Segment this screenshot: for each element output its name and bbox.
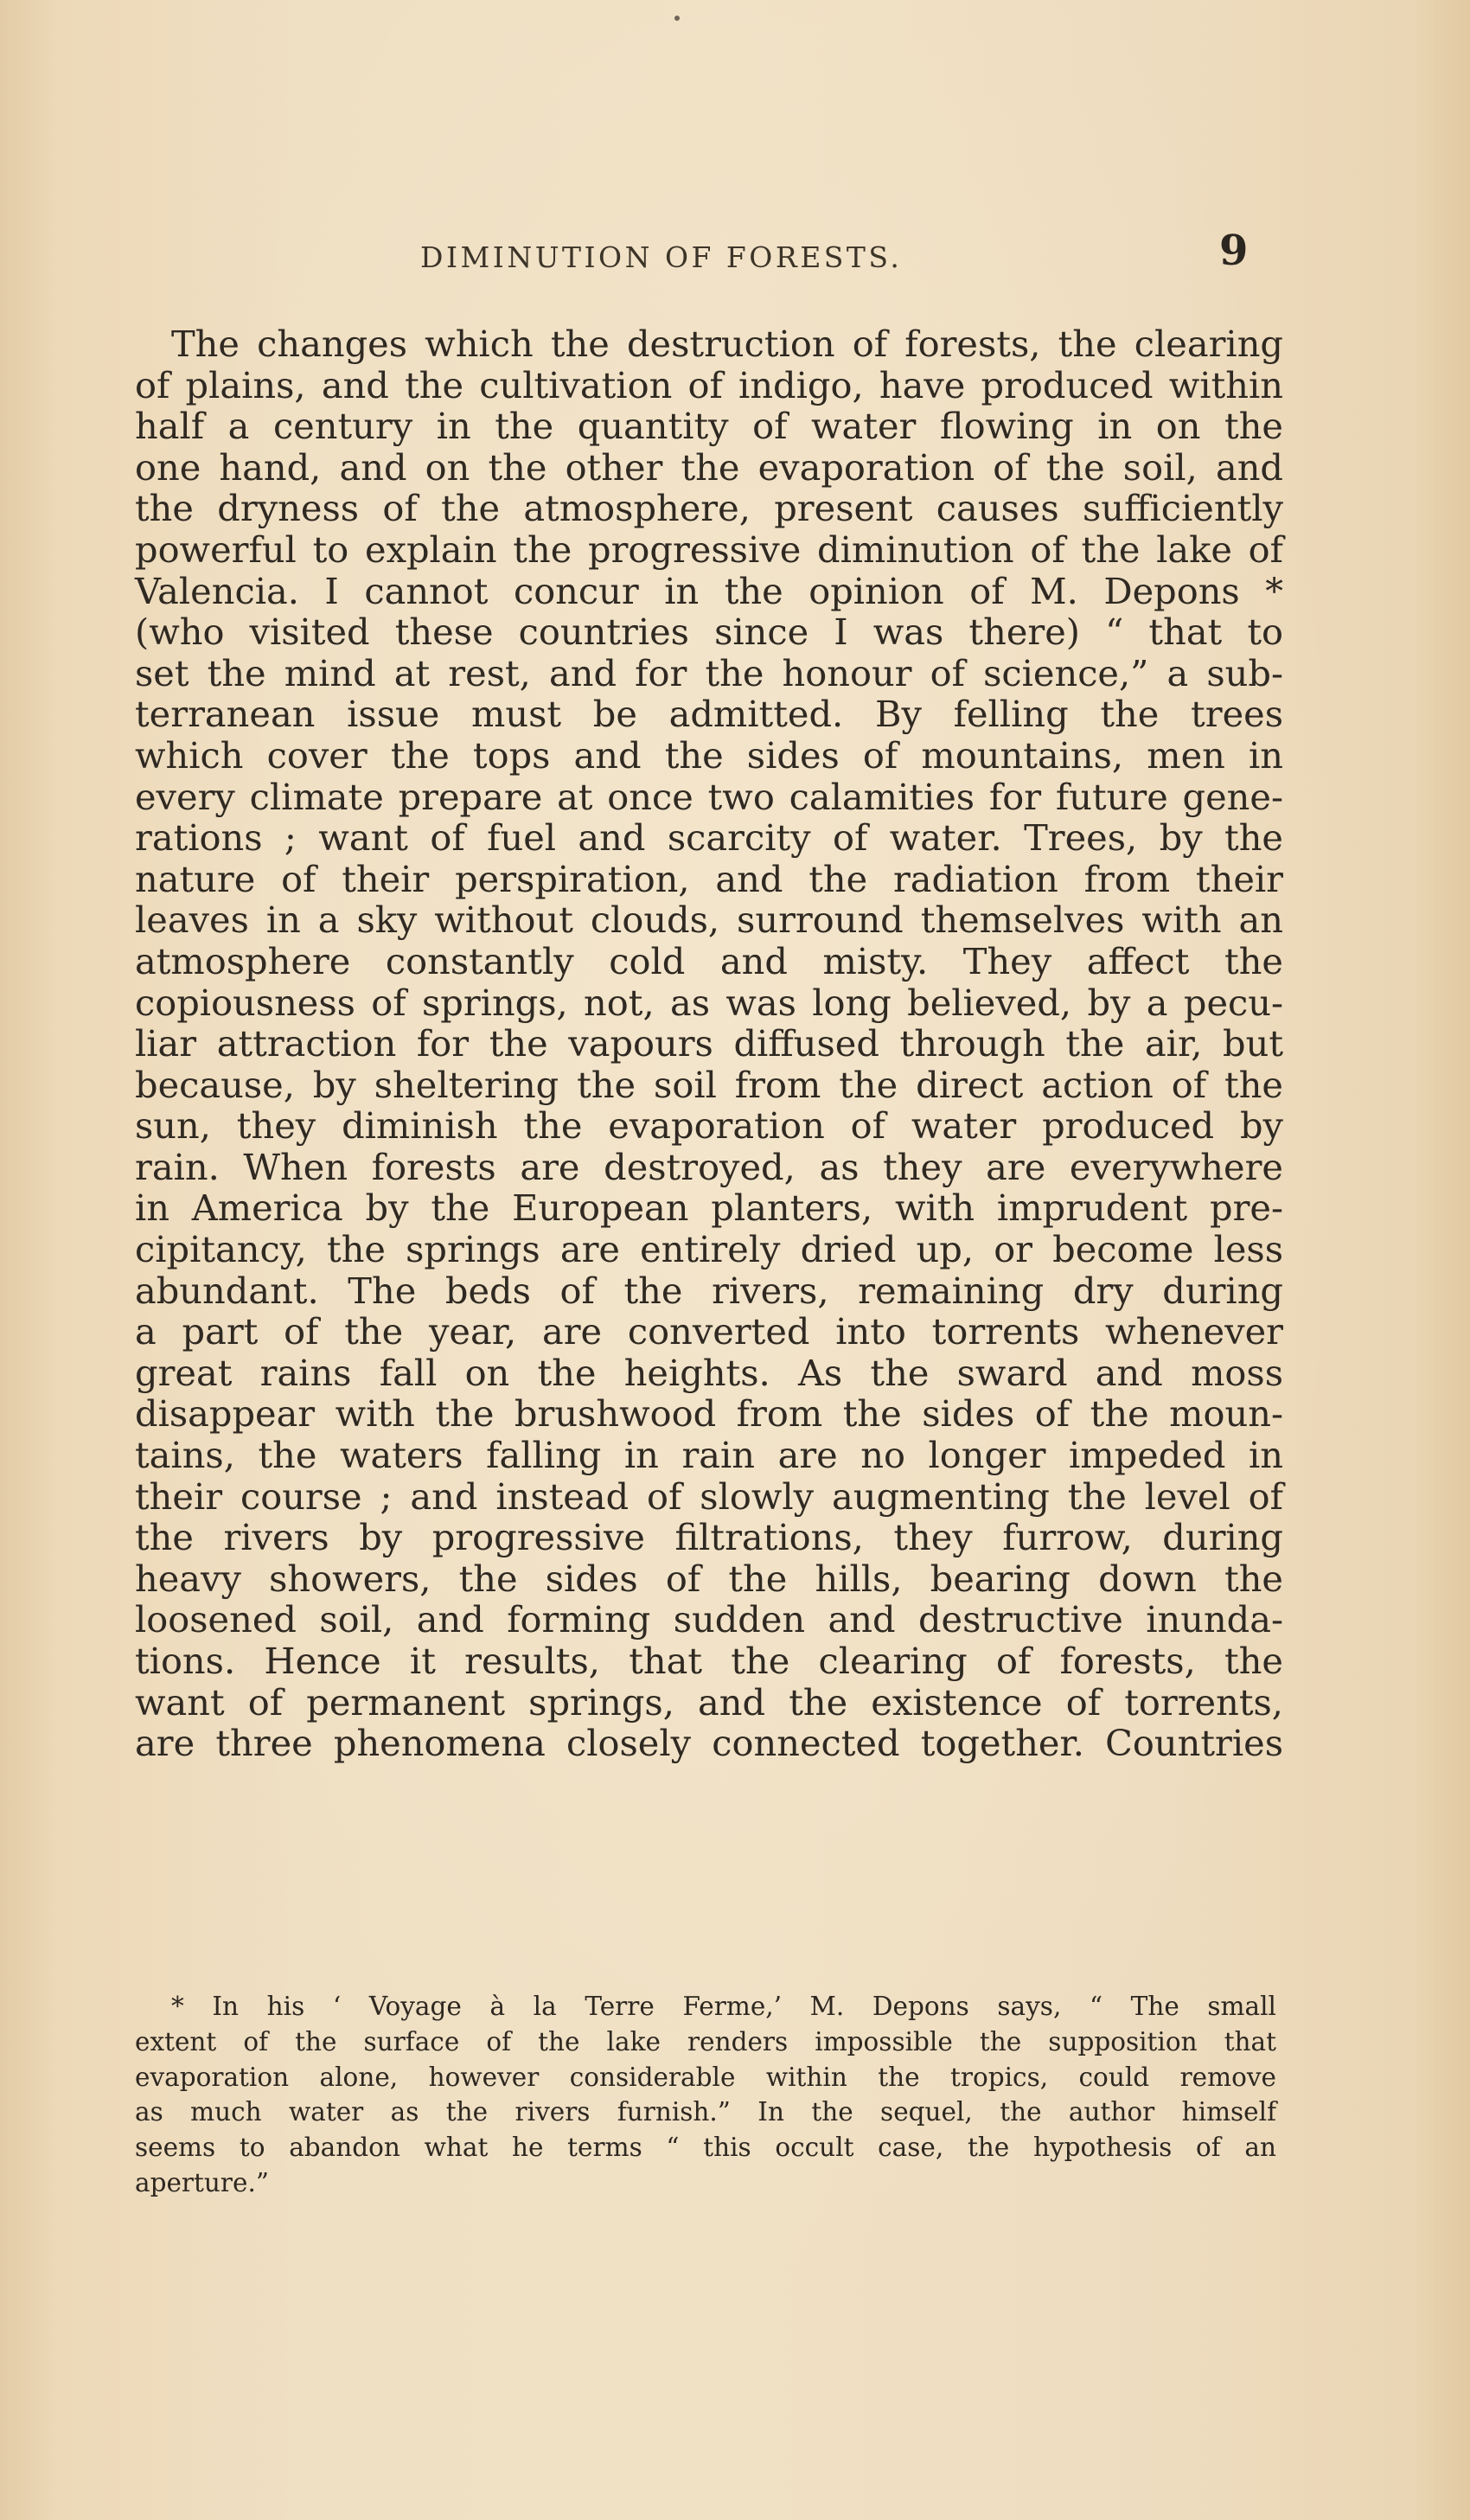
text-line: Valencia. I cannot concur in the opinion of M. Depons * <box>135 569 1283 612</box>
text-line: terranean issue must be admitted. By felling the trees <box>135 693 1283 736</box>
text-line: which cover the tops and the sides of mountains, men in <box>135 733 1283 777</box>
text-line: liar attraction for the vapours diffused through the air, but <box>135 1022 1283 1065</box>
footnote-line: * In his ‘ Voyage à la Terre Ferme,’ M. Depons says, “ The small <box>171 1992 1276 2021</box>
text-line: disappear with the brushwood from the sides of the moun- <box>135 1392 1283 1436</box>
text-line: sun, they diminish the evaporation of water produced by <box>135 1104 1283 1148</box>
text-line: the rivers by progressive filtrations, they furrow, during <box>135 1516 1283 1559</box>
text-line: powerful to explain the progressive diminution of the lake of <box>135 528 1283 571</box>
body-text <box>135 323 1283 1764</box>
text-line: copiousness of springs, not, as was long believed, by a pecu- <box>135 981 1283 1024</box>
text-line: rain. When forests are destroyed, as they are everywhere <box>135 1145 1283 1188</box>
running-head: DIMINUTION OF FORESTS. <box>420 240 903 274</box>
text-line: tains, the waters falling in rain are no longer impeded in <box>135 1434 1283 1477</box>
text-line: in America by the European planters, with imprudent pre- <box>135 1186 1283 1230</box>
text-line: rations ; want of fuel and scarcity of water. Trees, by the <box>135 816 1283 860</box>
footnote-line: as much water as the rivers furnish.” In the sequel, the author himself <box>135 2097 1276 2127</box>
text-line: The changes which the destruction of forests, the clearing <box>171 323 1283 365</box>
text-line: one hand, and on the other the evaporation of the soil, and <box>135 445 1283 489</box>
footnote-line: seems to abandon what he terms “ this occult case, the hypothesis of an <box>135 2133 1276 2163</box>
text-line: are three phenomena closely connected together. Countries <box>135 1722 1283 1765</box>
text-line: (who visited these countries since I was there) “ that to <box>135 611 1283 654</box>
text-line: cipitancy, the springs are entirely dried up, or become less <box>135 1228 1283 1271</box>
text-line: heavy showers, the sides of the hills, bearing down the <box>135 1557 1283 1600</box>
text-line: the dryness of the atmosphere, present causes sufficiently <box>135 487 1283 530</box>
footnote-line: evaporation alone, however considerable within the tropics, could remove <box>135 2062 1276 2092</box>
text-line: great rains fall on the heights. As the sward and moss <box>135 1351 1283 1394</box>
text-line: tions. Hence it results, that the clearing of forests, the <box>135 1640 1283 1682</box>
page-number: 9 <box>1219 227 1249 275</box>
footnote-line: extent of the surface of the lake renders impossible the supposition that <box>135 2026 1276 2056</box>
text-line: abundant. The beds of the rivers, remaining dry during <box>135 1269 1283 1312</box>
text-line: set the mind at rest, and for the honour of science,” a sub- <box>135 651 1283 694</box>
footnote <box>135 1989 1276 2201</box>
text-line: loosened soil, and forming sudden and destructive inunda- <box>135 1598 1283 1641</box>
text-line: want of permanent springs, and the existence of torrents, <box>135 1680 1283 1724</box>
footnote-line: aperture.” <box>135 2167 269 2197</box>
text-line: every climate prepare at once two calamities for future gene- <box>135 775 1283 818</box>
text-line: atmosphere constantly cold and misty. They affect the <box>135 939 1283 982</box>
text-line: leaves in a sky without clouds, surround themselves with an <box>135 899 1283 942</box>
text-line: half a century in the quantity of water flowing in on the <box>135 405 1283 448</box>
text-line: because, by sheltering the soil from the direct action of the <box>135 1063 1283 1106</box>
text-line: their course ; and instead of slowly augmenting the level of <box>135 1474 1283 1518</box>
text-line: of plains, and the cultivation of indigo, have produced within <box>135 363 1283 406</box>
text-line: a part of the year, are converted into torrents whenever <box>135 1310 1283 1353</box>
text-line: nature of their perspiration, and the radiation from their <box>135 857 1283 900</box>
ink-speck <box>674 16 680 21</box>
